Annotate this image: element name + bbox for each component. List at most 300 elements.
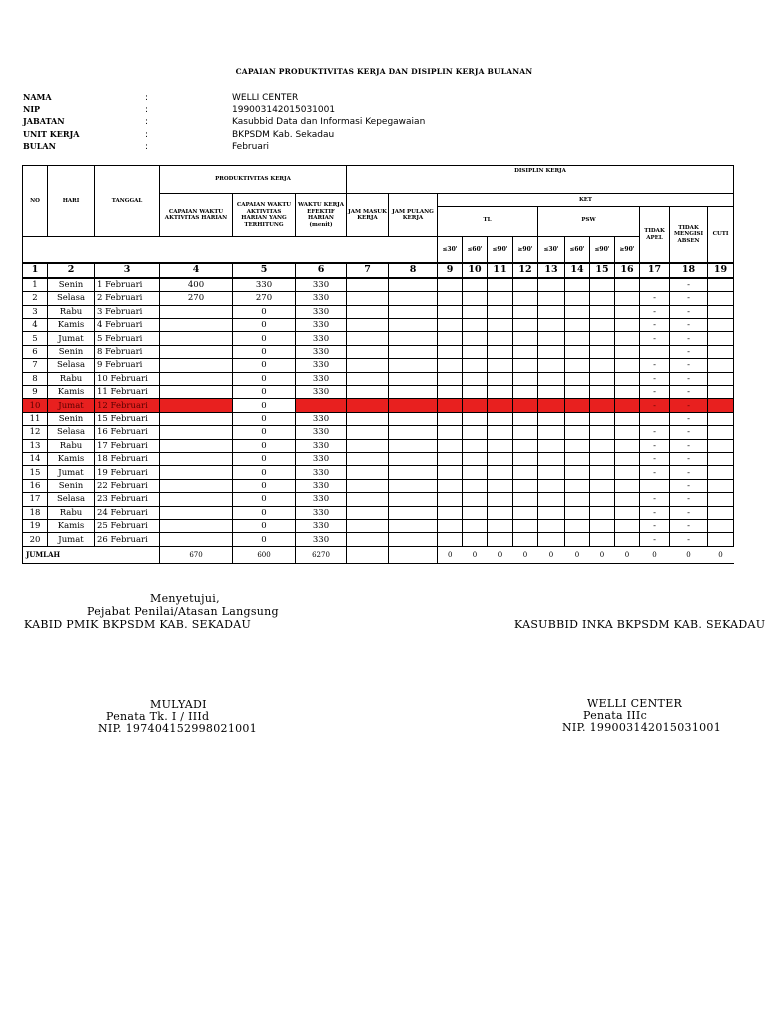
info-label: NAMA xyxy=(23,92,52,102)
cell-tl-over-90 xyxy=(513,519,538,532)
cell-jam-masuk xyxy=(347,506,389,519)
cell-tl-90 xyxy=(488,359,513,372)
cell-tl-over-90 xyxy=(513,506,538,519)
cell-efektif xyxy=(296,399,347,412)
cell-cuti xyxy=(708,292,734,305)
cell-tanggal: 5 Februari xyxy=(95,332,160,345)
cell-tidak-apel: - xyxy=(640,466,670,479)
approval-text: Menyetujui, xyxy=(150,592,220,605)
cell-psw-30 xyxy=(538,452,565,465)
cell-psw-90 xyxy=(590,399,615,412)
table-row xyxy=(23,386,734,399)
cell-cuti xyxy=(708,493,734,506)
cell-jam-pulang xyxy=(389,493,438,506)
cell-efektif: 330 xyxy=(296,332,347,345)
cell-no: 18 xyxy=(23,506,48,519)
table-row xyxy=(23,479,734,492)
tl-sub-90: ≤90' xyxy=(488,237,513,263)
cell-jam-masuk xyxy=(347,319,389,332)
cell-psw-30 xyxy=(538,439,565,452)
cell-psw-90 xyxy=(590,332,615,345)
cell-terhitung: 0 xyxy=(233,439,296,452)
cell-psw-over-90 xyxy=(615,493,640,506)
cell-psw-30 xyxy=(538,533,565,546)
cell-hari: Selasa xyxy=(48,493,95,506)
header-disiplin: DISIPLIN KERJA xyxy=(347,166,734,194)
cell-jam-masuk xyxy=(347,292,389,305)
column-number: 6 xyxy=(296,263,347,278)
cell-psw-30 xyxy=(538,292,565,305)
cell-tl-60 xyxy=(463,426,488,439)
cell-tidak-apel xyxy=(640,479,670,492)
cell-tidak-apel: - xyxy=(640,493,670,506)
cell-tanggal: 9 Februari xyxy=(95,359,160,372)
column-number: 1 xyxy=(23,263,48,278)
cell-tl-over-90 xyxy=(513,479,538,492)
cell-jam-masuk xyxy=(347,466,389,479)
cell-terhitung: 0 xyxy=(233,452,296,465)
cell-hari: Senin xyxy=(48,278,95,292)
column-number: 8 xyxy=(389,263,438,278)
column-number: 12 xyxy=(513,263,538,278)
cell-capaian xyxy=(160,305,233,318)
cell-hari: Kamis xyxy=(48,452,95,465)
cell-cuti xyxy=(708,466,734,479)
cell-hari: Jumat xyxy=(48,399,95,412)
cell-jam-pulang xyxy=(389,386,438,399)
cell-no: 17 xyxy=(23,493,48,506)
cell-tidak-mengisi: - xyxy=(670,332,708,345)
total-c19: 0 xyxy=(708,546,734,563)
info-row-bulan xyxy=(23,140,425,152)
cell-tidak-mengisi: - xyxy=(670,292,708,305)
info-sep: : xyxy=(145,117,149,128)
table-row xyxy=(23,305,734,318)
info-label: NIP xyxy=(23,104,41,115)
cell-psw-over-90 xyxy=(615,439,640,452)
cell-efektif: 330 xyxy=(296,466,347,479)
cell-tl-over-90 xyxy=(513,452,538,465)
cell-tanggal: 18 Februari xyxy=(95,452,160,465)
total-c13: 0 xyxy=(538,546,565,563)
cell-jam-masuk xyxy=(347,533,389,546)
cell-no: 14 xyxy=(23,452,48,465)
cell-jam-pulang xyxy=(389,372,438,385)
cell-efektif: 330 xyxy=(296,319,347,332)
header-tanggal: TANGGAL xyxy=(95,166,160,237)
table-row xyxy=(23,466,734,479)
cell-no: 13 xyxy=(23,439,48,452)
cell-jam-masuk xyxy=(347,332,389,345)
cell-tl-90 xyxy=(488,278,513,292)
cell-terhitung: 0 xyxy=(233,506,296,519)
cell-tl-90 xyxy=(488,452,513,465)
cell-capaian xyxy=(160,452,233,465)
cell-tl-90 xyxy=(488,305,513,318)
cell-hari: Jumat xyxy=(48,332,95,345)
cell-tl-30 xyxy=(438,506,463,519)
cell-tidak-mengisi: - xyxy=(670,479,708,492)
cell-psw-over-90 xyxy=(615,452,640,465)
cell-tl-90 xyxy=(488,466,513,479)
cell-psw-30 xyxy=(538,412,565,425)
header-waktu-efektif: WAKTU KERJA EFEKTIF HARIAN (menit) xyxy=(296,194,347,237)
cell-no: 11 xyxy=(23,412,48,425)
cell-psw-60 xyxy=(565,439,590,452)
cell-tl-30 xyxy=(438,332,463,345)
info-sep: : xyxy=(145,141,149,152)
cell-tl-60 xyxy=(463,399,488,412)
cell-tl-90 xyxy=(488,493,513,506)
cell-jam-pulang xyxy=(389,278,438,292)
cell-tl-60 xyxy=(463,479,488,492)
cell-tidak-mengisi: - xyxy=(670,386,708,399)
cell-tl-60 xyxy=(463,345,488,358)
column-number: 17 xyxy=(640,263,670,278)
cell-tl-60 xyxy=(463,278,488,292)
header-tl: TL xyxy=(438,207,538,237)
cell-tidak-mengisi: - xyxy=(670,519,708,532)
cell-psw-90 xyxy=(590,439,615,452)
cell-no: 12 xyxy=(23,426,48,439)
cell-psw-over-90 xyxy=(615,278,640,292)
cell-capaian xyxy=(160,533,233,546)
cell-tidak-apel: - xyxy=(640,452,670,465)
cell-psw-over-90 xyxy=(615,305,640,318)
cell-psw-30 xyxy=(538,372,565,385)
cell-tl-30 xyxy=(438,305,463,318)
cell-tl-90 xyxy=(488,506,513,519)
cell-cuti xyxy=(708,452,734,465)
cell-tl-30 xyxy=(438,426,463,439)
cell-hari: Senin xyxy=(48,412,95,425)
cell-efektif: 330 xyxy=(296,426,347,439)
info-sep: : xyxy=(145,129,149,140)
cell-hari: Selasa xyxy=(48,359,95,372)
column-number-row xyxy=(23,263,734,278)
column-number: 9 xyxy=(438,263,463,278)
total-c12: 0 xyxy=(513,546,538,563)
cell-capaian xyxy=(160,479,233,492)
cell-jam-pulang xyxy=(389,452,438,465)
cell-jam-masuk xyxy=(347,278,389,292)
total-c4: 670 xyxy=(160,546,233,563)
cell-jam-pulang xyxy=(389,506,438,519)
cell-tl-30 xyxy=(438,399,463,412)
cell-jam-pulang xyxy=(389,479,438,492)
cell-psw-90 xyxy=(590,533,615,546)
cell-terhitung: 270 xyxy=(233,292,296,305)
cell-cuti xyxy=(708,372,734,385)
cell-no: 10 xyxy=(23,399,48,412)
table-row xyxy=(23,533,734,546)
cell-capaian xyxy=(160,412,233,425)
cell-psw-30 xyxy=(538,399,565,412)
cell-tanggal: 26 Februari xyxy=(95,533,160,546)
cell-terhitung: 0 xyxy=(233,493,296,506)
total-empty xyxy=(389,546,438,563)
cell-tanggal: 17 Februari xyxy=(95,439,160,452)
total-c17: 0 xyxy=(640,546,670,563)
cell-psw-90 xyxy=(590,278,615,292)
cell-no: 1 xyxy=(23,278,48,292)
info-value: 199003142015031001 xyxy=(232,105,336,116)
cell-tl-90 xyxy=(488,479,513,492)
cell-tl-90 xyxy=(488,345,513,358)
info-value: WELLI CENTER xyxy=(232,93,299,103)
cell-psw-90 xyxy=(590,319,615,332)
cell-tidak-apel: - xyxy=(640,506,670,519)
tl-sub-30: ≤30' xyxy=(438,237,463,263)
cell-efektif: 330 xyxy=(296,533,347,546)
cell-efektif: 330 xyxy=(296,372,347,385)
approver-position: KABID PMIK BKPSDM KAB. SEKADAU xyxy=(24,618,252,631)
table-row xyxy=(23,412,734,425)
cell-tl-over-90 xyxy=(513,399,538,412)
cell-no: 3 xyxy=(23,305,48,318)
cell-tidak-mengisi: - xyxy=(670,466,708,479)
cell-hari: Rabu xyxy=(48,439,95,452)
cell-tidak-mengisi: - xyxy=(670,359,708,372)
cell-psw-90 xyxy=(590,412,615,425)
total-c14: 0 xyxy=(565,546,590,563)
cell-no: 16 xyxy=(23,479,48,492)
cell-jam-pulang xyxy=(389,439,438,452)
report-title: CAPAIAN PRODUKTIVITAS KERJA DAN DISIPLIN KERJA BULANAN xyxy=(235,67,533,76)
cell-cuti xyxy=(708,439,734,452)
cell-tl-over-90 xyxy=(513,439,538,452)
cell-psw-60 xyxy=(565,506,590,519)
cell-terhitung: 0 xyxy=(233,372,296,385)
cell-tanggal: 12 Februari xyxy=(95,399,160,412)
cell-tl-over-90 xyxy=(513,345,538,358)
cell-psw-90 xyxy=(590,386,615,399)
cell-jam-masuk xyxy=(347,305,389,318)
cell-tanggal: 3 Februari xyxy=(95,305,160,318)
cell-psw-60 xyxy=(565,452,590,465)
cell-terhitung: 0 xyxy=(233,412,296,425)
header-psw: PSW xyxy=(538,207,640,237)
table-row xyxy=(23,345,734,358)
cell-hari: Senin xyxy=(48,345,95,358)
column-number: 5 xyxy=(233,263,296,278)
cell-tl-60 xyxy=(463,466,488,479)
cell-tidak-mengisi: - xyxy=(670,305,708,318)
cell-tl-over-90 xyxy=(513,278,538,292)
cell-hari: Kamis xyxy=(48,386,95,399)
cell-jam-pulang xyxy=(389,426,438,439)
cell-tanggal: 15 Februari xyxy=(95,412,160,425)
info-row-unit-kerja xyxy=(23,128,425,140)
cell-psw-over-90 xyxy=(615,372,640,385)
cell-capaian xyxy=(160,439,233,452)
cell-psw-30 xyxy=(538,493,565,506)
cell-terhitung: 0 xyxy=(233,319,296,332)
cell-terhitung: 0 xyxy=(233,479,296,492)
cell-terhitung: 330 xyxy=(233,278,296,292)
cell-psw-90 xyxy=(590,345,615,358)
cell-tidak-mengisi: - xyxy=(670,506,708,519)
column-number: 16 xyxy=(615,263,640,278)
cell-capaian xyxy=(160,319,233,332)
cell-jam-masuk xyxy=(347,386,389,399)
cell-tl-over-90 xyxy=(513,319,538,332)
cell-tl-over-90 xyxy=(513,386,538,399)
cell-tidak-mengisi: - xyxy=(670,278,708,292)
cell-tl-90 xyxy=(488,319,513,332)
cell-hari: Kamis xyxy=(48,519,95,532)
info-sep: : xyxy=(145,105,149,116)
cell-capaian xyxy=(160,359,233,372)
header-jam-masuk: JAM MASUK KERJA xyxy=(347,194,389,237)
approver-name: MULYADI xyxy=(150,698,207,711)
table-row xyxy=(23,493,734,506)
cell-tl-30 xyxy=(438,319,463,332)
cell-no: 2 xyxy=(23,292,48,305)
cell-psw-30 xyxy=(538,319,565,332)
cell-cuti xyxy=(708,426,734,439)
cell-tl-60 xyxy=(463,519,488,532)
header-jam-pulang: JAM PULANG KERJA xyxy=(389,194,438,237)
cell-tl-90 xyxy=(488,412,513,425)
cell-tl-90 xyxy=(488,399,513,412)
cell-no: 6 xyxy=(23,345,48,358)
header-hari: HARI xyxy=(48,166,95,237)
tl-sub-over-90: ≥90' xyxy=(513,237,538,263)
cell-terhitung: 0 xyxy=(233,332,296,345)
cell-tl-30 xyxy=(438,493,463,506)
cell-psw-30 xyxy=(538,506,565,519)
cell-psw-60 xyxy=(565,305,590,318)
cell-tl-over-90 xyxy=(513,493,538,506)
header-produktivitas: PRODUKTIVITAS KERJA xyxy=(160,166,347,194)
cell-jam-masuk xyxy=(347,519,389,532)
cell-tl-90 xyxy=(488,533,513,546)
cell-psw-60 xyxy=(565,466,590,479)
cell-psw-over-90 xyxy=(615,359,640,372)
cell-psw-60 xyxy=(565,359,590,372)
cell-jam-pulang xyxy=(389,319,438,332)
psw-sub-90: ≤90' xyxy=(590,237,615,263)
cell-tanggal: 8 Februari xyxy=(95,345,160,358)
cell-psw-90 xyxy=(590,506,615,519)
cell-tl-60 xyxy=(463,359,488,372)
cell-tidak-apel: - xyxy=(640,359,670,372)
cell-cuti xyxy=(708,278,734,292)
cell-efektif: 330 xyxy=(296,506,347,519)
cell-psw-30 xyxy=(538,332,565,345)
cell-terhitung: 0 xyxy=(233,359,296,372)
cell-psw-90 xyxy=(590,305,615,318)
cell-terhitung: 0 xyxy=(233,345,296,358)
table-row xyxy=(23,372,734,385)
cell-cuti xyxy=(708,479,734,492)
cell-tl-60 xyxy=(463,506,488,519)
cell-psw-30 xyxy=(538,479,565,492)
info-value: BKPSDM Kab. Sekadau xyxy=(232,129,335,140)
cell-tidak-mengisi: - xyxy=(670,439,708,452)
cell-tanggal: 25 Februari xyxy=(95,519,160,532)
cell-tanggal: 16 Februari xyxy=(95,426,160,439)
cell-psw-over-90 xyxy=(615,519,640,532)
employee-info xyxy=(23,91,425,152)
cell-tl-over-90 xyxy=(513,533,538,546)
cell-hari: Jumat xyxy=(48,466,95,479)
employee-nip: NIP. 199003142015031001 xyxy=(562,721,722,734)
cell-tl-over-90 xyxy=(513,332,538,345)
cell-psw-30 xyxy=(538,386,565,399)
cell-psw-60 xyxy=(565,493,590,506)
cell-cuti xyxy=(708,399,734,412)
cell-tidak-apel: - xyxy=(640,386,670,399)
cell-efektif: 330 xyxy=(296,412,347,425)
cell-tidak-mengisi: - xyxy=(670,533,708,546)
cell-tanggal: 1 Februari xyxy=(95,278,160,292)
cell-psw-90 xyxy=(590,452,615,465)
column-number: 15 xyxy=(590,263,615,278)
approver-rank: Penata Tk. I / IIId xyxy=(106,710,210,723)
table-row xyxy=(23,439,734,452)
table-row xyxy=(23,399,734,412)
cell-cuti xyxy=(708,305,734,318)
info-value: Kasubbid Data dan Informasi Kepegawaian xyxy=(232,117,426,128)
header-tidak-mengisi: TIDAK MENGISI ABSEN xyxy=(670,207,708,263)
info-row-nip xyxy=(23,103,425,115)
header-spacer xyxy=(23,237,438,263)
cell-jam-masuk xyxy=(347,359,389,372)
cell-tl-30 xyxy=(438,359,463,372)
cell-jam-pulang xyxy=(389,519,438,532)
cell-tl-60 xyxy=(463,372,488,385)
cell-tl-over-90 xyxy=(513,466,538,479)
cell-psw-over-90 xyxy=(615,466,640,479)
cell-efektif: 330 xyxy=(296,493,347,506)
cell-terhitung: 0 xyxy=(233,386,296,399)
cell-cuti xyxy=(708,506,734,519)
cell-tl-30 xyxy=(438,386,463,399)
cell-tidak-mengisi: - xyxy=(670,412,708,425)
column-number: 11 xyxy=(488,263,513,278)
cell-tl-60 xyxy=(463,493,488,506)
cell-tanggal: 2 Februari xyxy=(95,292,160,305)
cell-psw-90 xyxy=(590,292,615,305)
cell-tl-60 xyxy=(463,305,488,318)
cell-psw-30 xyxy=(538,466,565,479)
cell-psw-90 xyxy=(590,372,615,385)
cell-tl-60 xyxy=(463,332,488,345)
table-row xyxy=(23,292,734,305)
cell-cuti xyxy=(708,359,734,372)
cell-terhitung: 0 xyxy=(233,399,296,412)
cell-tidak-mengisi: - xyxy=(670,372,708,385)
cell-capaian xyxy=(160,386,233,399)
cell-psw-90 xyxy=(590,519,615,532)
cell-psw-over-90 xyxy=(615,345,640,358)
cell-psw-90 xyxy=(590,493,615,506)
cell-tl-30 xyxy=(438,519,463,532)
cell-tanggal: 10 Februari xyxy=(95,372,160,385)
info-label: UNIT KERJA xyxy=(23,128,80,139)
total-c15: 0 xyxy=(590,546,615,563)
totals-row xyxy=(23,546,734,563)
cell-hari: Kamis xyxy=(48,319,95,332)
cell-tanggal: 4 Februari xyxy=(95,319,160,332)
cell-efektif: 330 xyxy=(296,292,347,305)
cell-tl-30 xyxy=(438,372,463,385)
column-number: 2 xyxy=(48,263,95,278)
cell-tl-30 xyxy=(438,466,463,479)
cell-tanggal: 11 Februari xyxy=(95,386,160,399)
